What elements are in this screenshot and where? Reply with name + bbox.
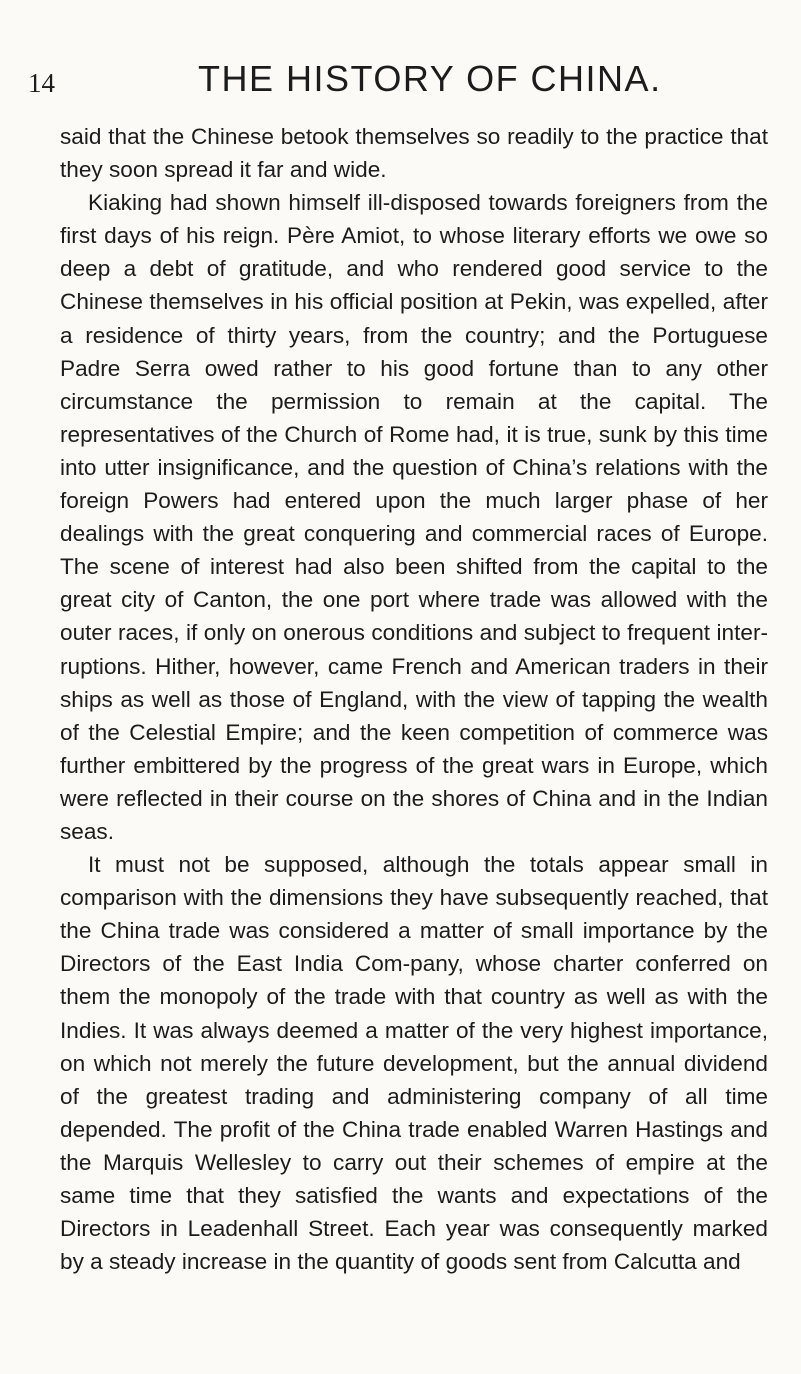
- paragraph-continued: said that the Chinese betook themselves so readily to the practice that they soon spread it far and wide.: [60, 124, 768, 183]
- running-head: [28, 58, 773, 108]
- running-title: THE HISTORY OF CHINA.: [198, 58, 662, 99]
- page-number: 14: [28, 68, 55, 98]
- paragraph-kiaking: Kiaking had shown himself ill-disposed towards foreigners from the first days of his reign. Père Amiot, to whose literary efforts we owe so deep a debt of gratitude, and who rendered good service to the Chinese themselves in his official position at Pekin, was expelled, after a residence of thirty years, from the country; and the Portuguese Padre Serra owed rather to his good fortune than to any other circumstance the permission to remain at the capital. The representatives of the Church of Rome had, it is true, sunk by this time into utter insignificance, and the question of China’s relations with the foreign Powers had entered upon the much larger phase of her dealings with the great conquering and commercial races of Europe. The scene of interest had also been shifted from the capital to the great city of Canton, the one port where trade was allowed with the outer races, if only on onerous conditions and subject to frequent inter-ruptions. Hither, however, came French and American traders in their ships as well as those of England, with the view of tapping the wealth of the Celestial Empire; and the keen competition of commerce was further embittered by the progress of the great wars in Europe, which were reflected in their course on the shores of China and in the Indian seas.: [60, 190, 768, 844]
- body-text: [60, 120, 768, 1278]
- paragraph-china-trade: It must not be supposed, although the totals appear small in comparison with the dimensions they have subsequently reached, that the China trade was considered a matter of small importance by the Directors of the East India Com-pany, whose charter conferred on them the monopoly of the trade with that country as well as with the Indies. It was always deemed a matter of the very highest importance, on which not merely the future development, but the annual dividend of the greatest trading and administering company of all time depended. The profit of the China trade enabled Warren Hastings and the Marquis Wellesley to carry out their schemes of empire at the same time that they satisfied the wants and expectations of the Directors in Leadenhall Street. Each year was consequently marked by a steady increase in the quantity of goods sent from Calcutta and: [60, 852, 768, 1275]
